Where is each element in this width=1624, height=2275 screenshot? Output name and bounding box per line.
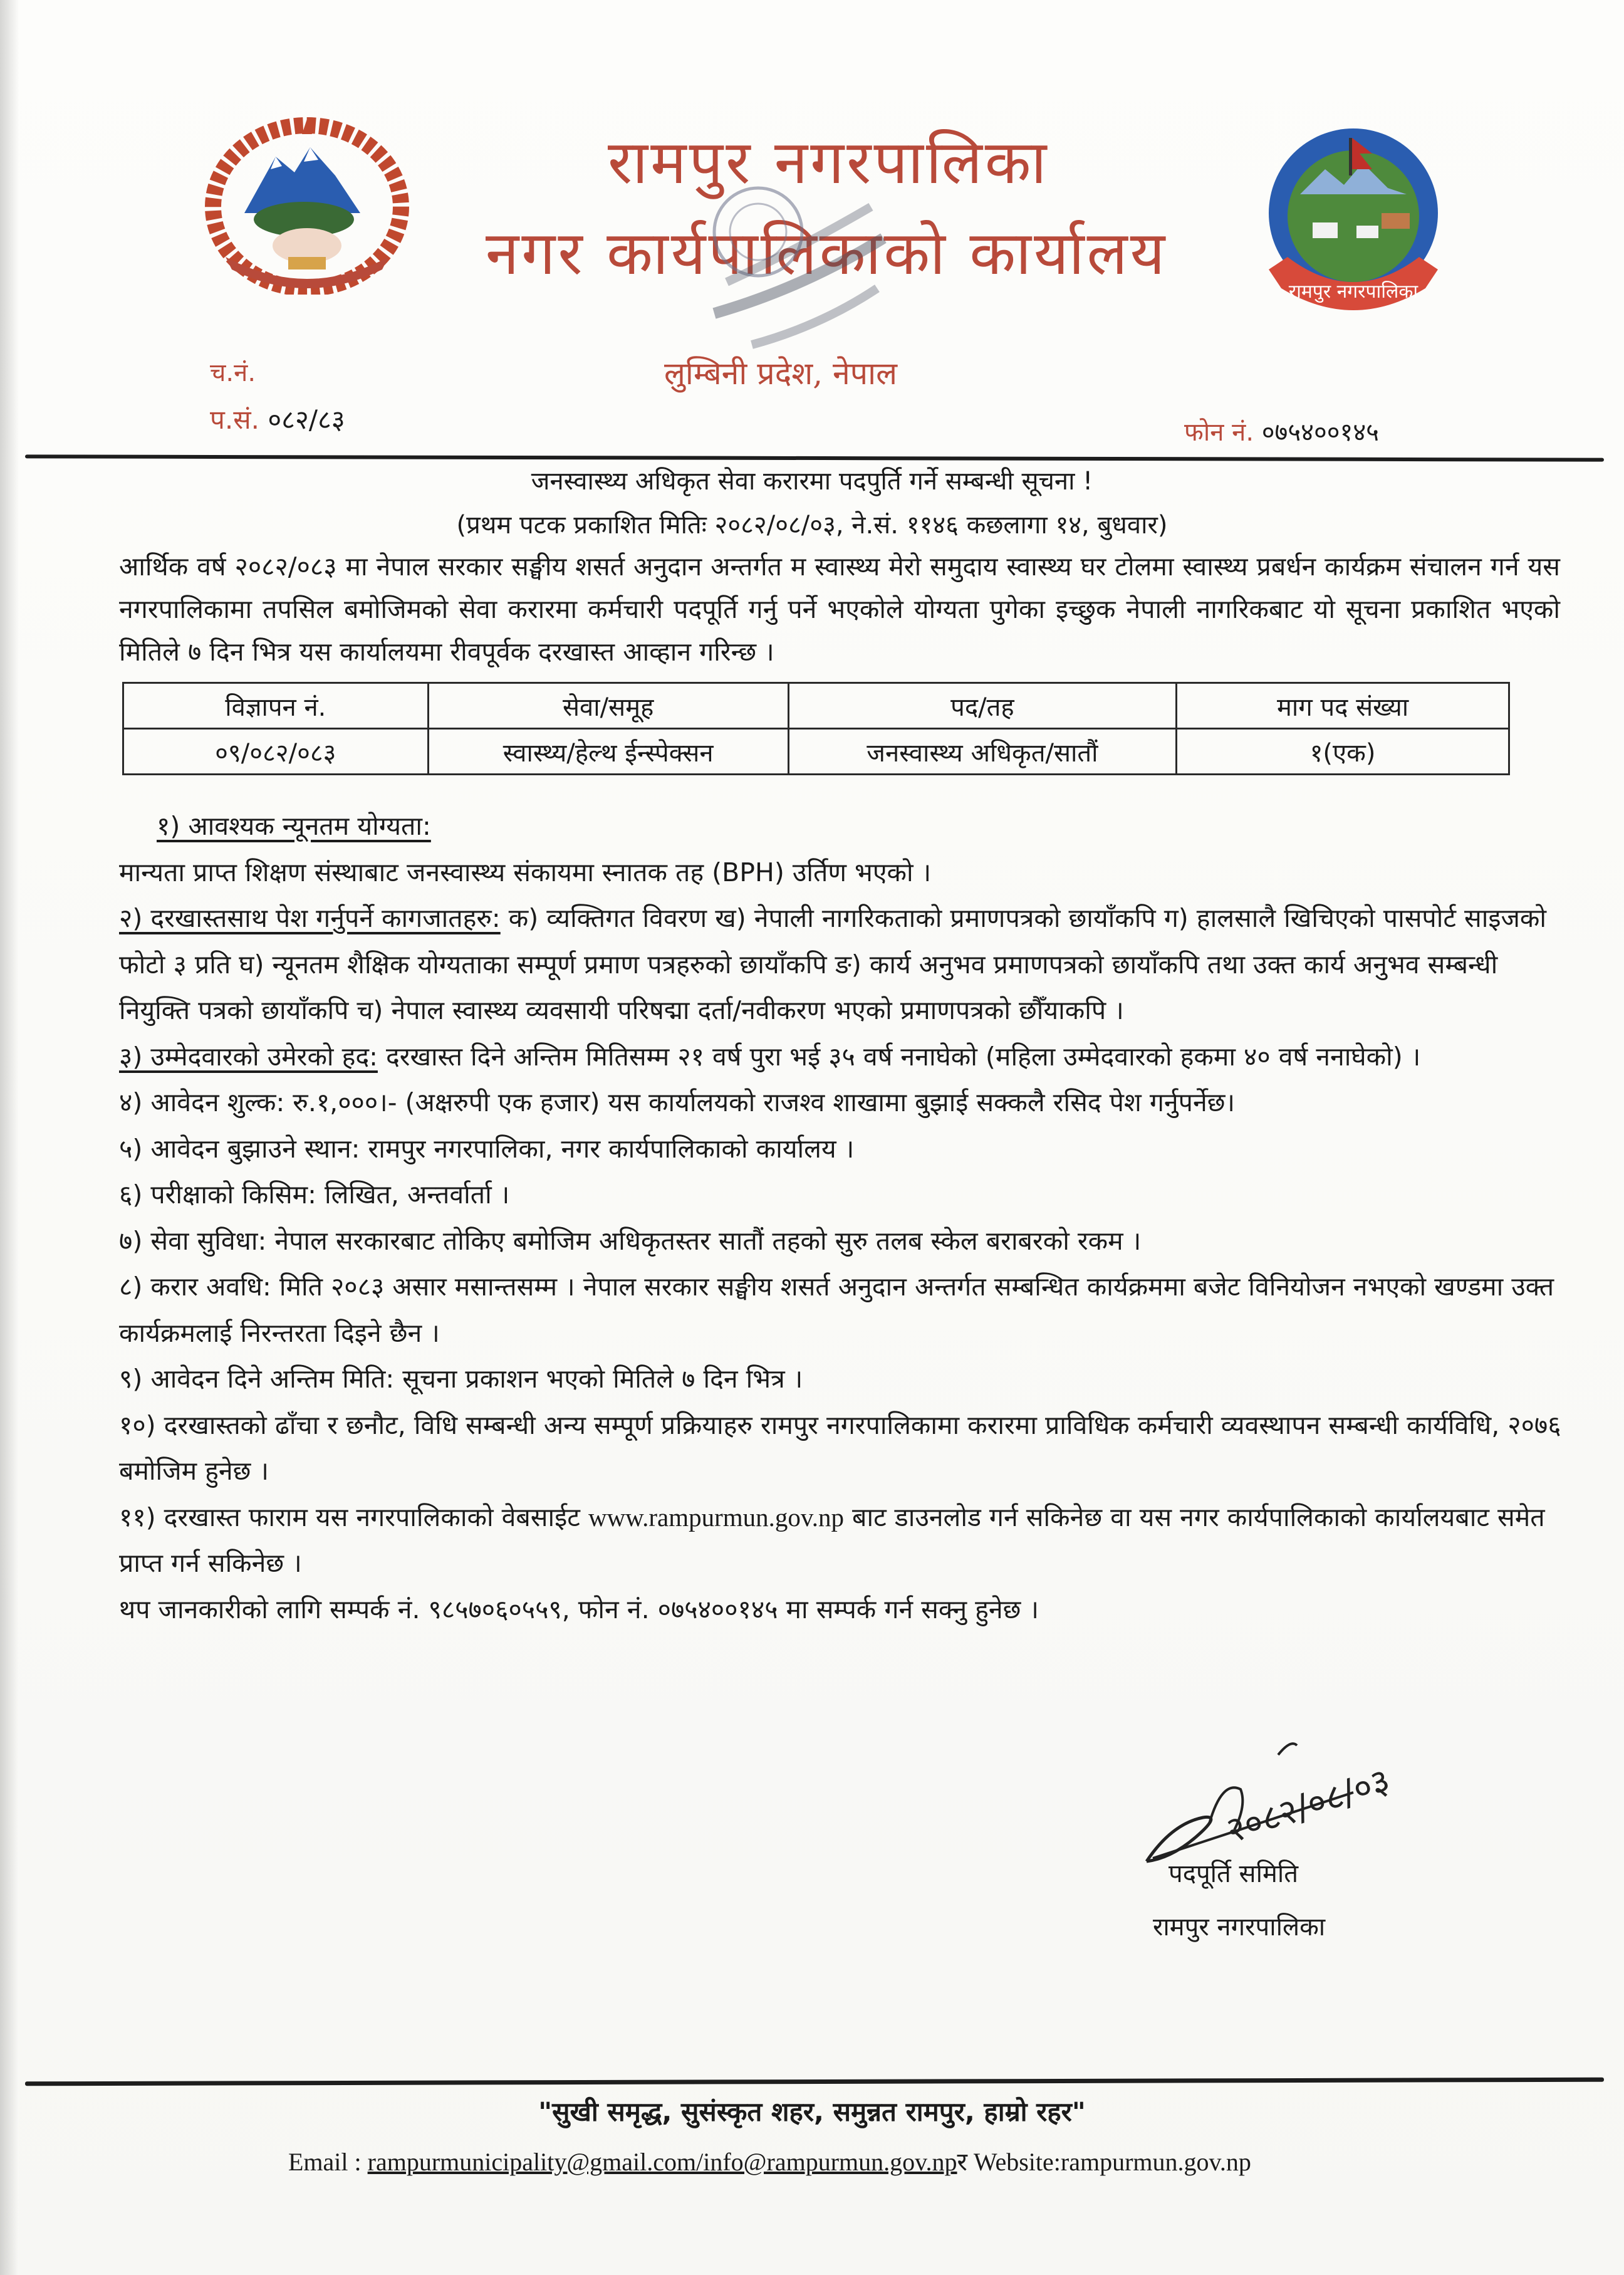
header-post-level: पद/तह: [788, 683, 1176, 729]
section-11: [119, 1495, 1566, 1587]
contact-line: थप जानकारीको लागि सम्पर्क नं. ९८५७०६०५५९, फोन नं. ०७५४००१४५ मा सम्पर्क गर्न सक्नु हुनेछ ।: [119, 1594, 1039, 1624]
section-9: ९) आवेदन दिने अन्तिम मिति: सूचना प्रकाशन भएको मितिले ७ दिन भित्र ।: [119, 1364, 803, 1394]
section-2: [119, 896, 1566, 1034]
signatory-committee: पदपूर्ति समिति: [1169, 1859, 1299, 1888]
notice-title: जनस्वास्थ्य अधिकृत सेवा करारमा पदपुर्ति गर्ने सम्बन्धी सूचना !: [531, 467, 1093, 496]
header-ad-number: विज्ञापन नं.: [123, 683, 429, 729]
signatory-org: रामपुर नगरपालिका: [1153, 1913, 1326, 1942]
rampur-municipality-logo-icon: [1237, 119, 1469, 332]
header-demand-count: माग पद संख्या: [1177, 683, 1509, 729]
ps-label: प.सं.: [210, 404, 259, 435]
phone-value: ०७५४००१४५: [1261, 418, 1379, 447]
vacancy-table: [122, 682, 1510, 775]
section-10: १०) दरखास्तको ढाँचा र छनौट, विधि सम्बन्धी अन्य सम्पूर्ण प्रक्रियाहरु रामपुर नगरपालिकामा करारमा प्राविधिक कर्मचारी व्यवस्थापन सम्बन्धी कार्यविधि, २०७६ बमोजिम हुनेछ ।: [119, 1409, 1561, 1486]
footer-motto: "सुखी समृद्ध, सुसंस्कृत शहर, समुन्नत रामपुर, हाम्रो रहर": [538, 2096, 1086, 2127]
section-1-text: मान्यता प्राप्त शिक्षण संस्थाबाट जनस्वास्थ्य संकायमा स्नातक तह (BPH) उर्तिण भएको ।: [119, 857, 932, 887]
fiscal-year-ref: [210, 401, 345, 437]
notice-intro: आर्थिक वर्ष २०८२/०८३ मा नेपाल सरकार सङ्घीय शसर्त अनुदान अन्तर्गत म स्वास्थ्य मेरो समुदाय स्वास्थ्य घर टोलमा स्वास्थ्य प्रबर्धन कार्यक्रम संचालन गर्न यस नगरपालिकामा तपसिल बमोजिमको सेवा करारमा कर्मचारी पदपूर्ति गर्नु पर्ने भएकोले योग्यता पुगेका इच्छुक नेपाली नागरिकबाट यो सूचना प्रकाशित भएको मितिले ७ दिन भित्र यस कार्यालयमा रीवपूर्वक दरखास्त आव्हान गरिन्छ ।: [119, 552, 1560, 667]
email-label: Email :: [288, 2148, 368, 2176]
phone-label: फोन नं.: [1184, 418, 1254, 447]
footer-divider: [25, 2078, 1604, 2086]
section-5: ५) आवेदन बुझाउने स्थान: रामपुर नगरपालिका, नगर कार्यपालिकाको कार्यालय ।: [119, 1133, 855, 1164]
section-2-text: क) व्यक्तिगत विवरण ख) नेपाली नागरिकताको प्रमाणपत्रको छायाँकपि ग) हालसालै खिचिएको पासपोर्ट साइजको फोटो ३ प्रति घ) न्यूनतम शैक्षिक योग्यताका सम्पूर्ण प्रमाण पत्रहरुको छायाँकपि ङ) कार्य अनुभव प्रमाणपत्रको छायाँकपि तथा उक्त कार्य अनुभव सम्बन्धी नियुक्ति पत्रको छायाँकपि च) नेपाल स्वास्थ्य व्यवसायी परिषद्मा दर्ता/नवीकरण भएको प्रमाणपत्रको छौँयाकपि ।: [119, 903, 1547, 1025]
section-11-after: बाट डाउनलोड गर्न सकिनेछ वा यस नगर कार्यपालिकाको कार्यालयबाट समेत प्राप्त गर्न सकिनेछ ।: [119, 1502, 1545, 1578]
email-suffix: र: [957, 2148, 974, 2176]
cell-service-group: स्वास्थ्य/हेल्थ ईन्स्पेक्सन: [428, 729, 788, 775]
ref-number-label: च.नं.: [210, 358, 256, 387]
table-row: [123, 729, 1509, 775]
municipality-name: रामपुर नगरपालिका: [608, 127, 1049, 197]
cell-ad-number: ०९/०८२/०८३: [123, 729, 429, 775]
website-link[interactable]: Website:rampurmun.gov.np: [973, 2148, 1251, 2176]
notice-body: [119, 803, 1566, 1633]
cell-demand-count: १(एक): [1177, 729, 1509, 775]
header-service-group: सेवा/समूह: [428, 683, 788, 729]
section-3-text: दरखास्त दिने अन्तिम मितिसम्म २१ वर्ष पुरा भई ३५ वर्ष ननाघेको (महिला उम्मेदवारको हकमा ४० वर्ष ननाघेको) ।: [377, 1041, 1421, 1072]
section-3: [119, 1034, 1566, 1080]
section-11-before: ११) दरखास्त फाराम यस नगरपालिकाको वेबसाईट: [119, 1502, 588, 1532]
section-3-heading: ३) उम्मेदवारको उमेरको हद:: [119, 1041, 378, 1072]
page-edge-shadow: [0, 0, 19, 2275]
section-1-heading-text: १) आवश्यक न्यूनतम योग्यता:: [157, 811, 431, 841]
section-6: ६) परीक्षाको किसिम: लिखित, अन्तर्वार्ता ।: [119, 1179, 510, 1210]
signature-date: २०८२/०८/०३: [1221, 1760, 1395, 1852]
table-header-row: [123, 683, 1509, 729]
section-8: ८) करार अवधि: मिति २०८३ असार मसान्तसम्म । नेपाल सरकार सङ्घीय शसर्त अनुदान अन्तर्गत सम्बन्धित कार्यक्रममा बजेट विनियोजन नभएको खण्डमा उक्त कार्यक्रमलाई निरन्तरता दिइने छैन ।: [119, 1272, 1554, 1348]
logo-ribbon-text: रामपुर नगरपालिका: [1288, 281, 1418, 303]
section-4: ४) आवेदन शुल्क: रु.१,०००।- (अक्षरुपी एक हजार) यस कार्यालयको राजश्व शाखामा बुझाई सक्कलै रसिद पेश गर्नुपर्नेछ।: [119, 1087, 1235, 1117]
notice-subtitle: (प्रथम पटक प्रकाशित मितिः २०८२/०८/०३, ने.सं. ११४६ कछलागा १४, बुधवार): [456, 511, 1168, 540]
cell-post-level: जनस्वास्थ्य अधिकृत/सातौं: [788, 729, 1176, 775]
section-1-heading: [119, 803, 1566, 850]
footer-contact: [288, 2143, 1251, 2178]
email-link[interactable]: rampurmunicipality@gmail.com/info@rampurmun.gov.np: [367, 2148, 957, 2176]
download-website-link[interactable]: www.rampurmun.gov.np: [588, 1502, 845, 1532]
office-name: नगर कार्यपालिकाको कार्यालय: [486, 218, 1168, 288]
section-7: ७) सेवा सुविधा: नेपाल सरकारबाट तोकिए बमोजिम अधिकृतस्तर सातौं तहको सुरु तलब स्केल बराबरको रकम ।: [119, 1225, 1142, 1256]
office-address: लुम्बिनी प्रदेश, नेपाल: [664, 355, 898, 392]
ps-value: ०८२/८३: [268, 404, 345, 435]
section-2-heading: २) दरखास्तसाथ पेश गर्नुपर्ने कागजातहरु:: [119, 903, 501, 933]
header-phone: [1184, 414, 1379, 448]
nepal-coat-of-arms-icon: [200, 113, 414, 295]
header-divider: [25, 454, 1604, 461]
